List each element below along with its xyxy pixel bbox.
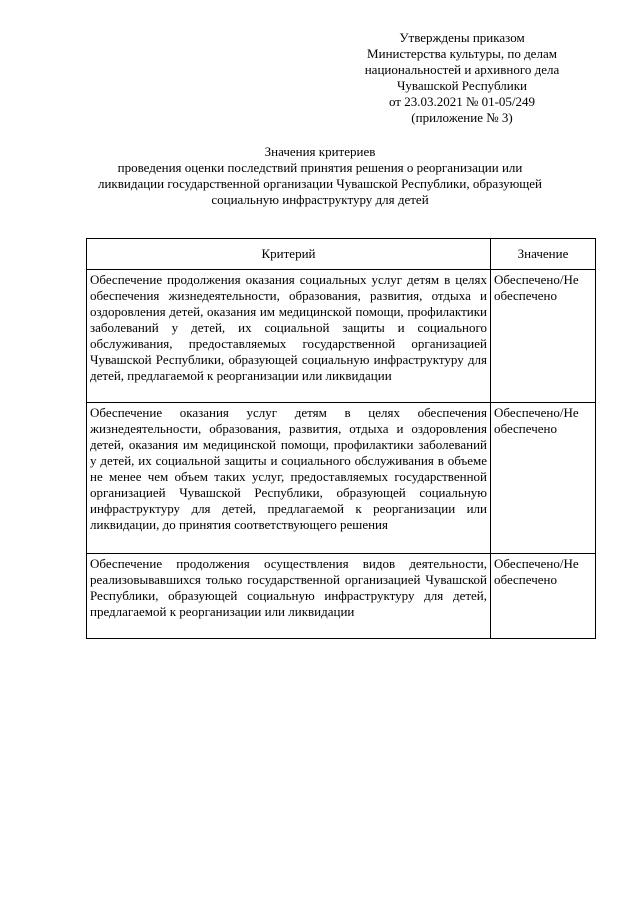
table-row [87,554,596,639]
title-line: ликвидации государственной организации Чувашской Республики, образующей [97,176,543,191]
document-title [60,144,580,208]
table-row [87,403,596,554]
approval-line: Утверждены приказом [399,30,525,45]
value-cell: Обеспечено/Не обеспечено [491,554,596,639]
approval-line: национальностей и архивного дела [364,62,560,77]
title-line: социальную инфраструктуру для детей [211,192,429,207]
value-cell: Обеспечено/Не обеспечено [491,403,596,554]
header-criterion: Критерий [87,239,491,270]
approval-line: от 23.03.2021 № 01-05/249 [388,94,536,109]
criterion-cell: Обеспечение продолжения оказания социальных услуг детям в целях обеспечения жизнедеятельности, образования, развития, отдыха и оздоровления детей, оказания им медицинской помощи, профилактики заболеваний у детей, их социальной защиты и социального обслуживания, предоставляемых государственной организацией Чувашской Республики, образующей социальную инфраструктуру для детей, предлагаемой к реорганизации или ликвидации [87,270,491,403]
criterion-cell: Обеспечение продолжения осуществления видов деятельности, реализовывавшихся только государственной организацией Чувашской Республики, образующей социальную инфраструктуру для детей, предлагаемой к реорганизации или ликвидации [87,554,491,639]
approval-line: Чувашской Республики [396,78,528,93]
approval-block [332,30,592,126]
title-line: проведения оценки последствий принятия решения о реорганизации или [117,160,523,175]
criteria-table [86,238,596,639]
header-value: Значение [491,239,596,270]
table-header-row [87,239,596,270]
value-cell: Обеспечено/Не обеспечено [491,270,596,403]
title-line: Значения критериев [264,144,376,159]
criterion-cell: Обеспечение оказания услуг детям в целях обеспечения жизнедеятельности, образования, развития, отдыха и оздоровления детей, оказания им медицинской помощи, профилактики заболеваний у детей, их социальной защиты и социального обслуживания в объеме не менее чем объем таких услуг, предоставляемых государственной организацией Чувашской Республики, образующей социальную инфраструктуру для детей, предлагаемой к реорганизации или ликвидации, до принятия соответствующего решения [87,403,491,554]
approval-line: Министерства культуры, по делам [367,46,557,61]
approval-line: (приложение № 3) [411,110,513,125]
table-row [87,270,596,403]
